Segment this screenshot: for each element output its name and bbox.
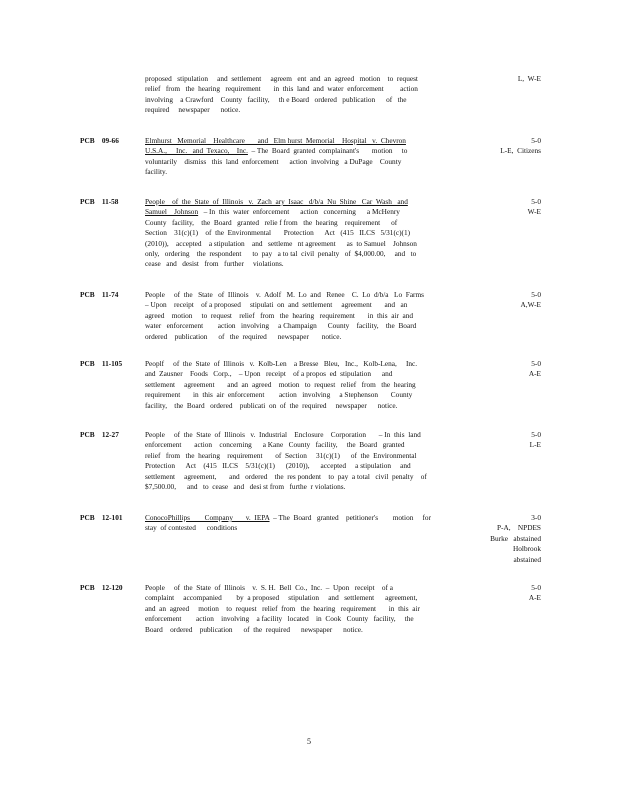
vote-record: 5-0 W-E: [527, 197, 541, 217]
case-summary: Peoplf of the State of Illinois v. Kolb-Len a Bresse Bleu, Inc., Kolb-Lena, Inc. and Zausner Foods Corp., – Upon receipt of a propos ed stipulation and settlement agreement and an agreed motion to request relief from the hearing requirement in this air enforcement action involving a Stephenson County facility, the Board ordered publicati on of the required newspaper notice.: [145, 359, 418, 410]
case-number: PCB 12-120: [80, 583, 123, 592]
case-caption: ConocoPhillips Company v. IEPA: [145, 513, 270, 522]
case-summary: Elmhurst Memorial Healthcare and Elm hurst Memorial Hospital v. Chevron U.S.A., Inc. and Texaco, Inc. – The Board granted complainant's motion to voluntarily dismiss this land enforcement action involving a DuPage County facility.: [145, 136, 408, 177]
vote-record: 5-0 L-E, Citizens: [500, 136, 541, 156]
case-number: PCB 11-74: [80, 290, 119, 299]
case-number: PCB 12-27: [80, 430, 119, 439]
vote-record: 5-0 A-E: [528, 583, 541, 603]
case-summary: People of the State of Illinois v. Zach ary Isaac d/b/a Nu Shine Car Wash and Samuel Johnson – In this water enforcement action concerning a McHenry County facility, the Board granted relie f from the hearing requirement of Section 31(c)(1) of the Environmental Protection Act (415 ILCS 5/31(c)(1) (2010)), accepted a stipulation and settleme nt agreement as to Samuel Johnson only, ordering the respondent to pay a to tal civil penalty of $4,000.00, and to cease and desist from further violations.: [145, 197, 417, 269]
case-number: PCB 12-101: [80, 513, 123, 522]
vote-record: 3-0 P-A, NPDES Burke abstained Holbrook abstained: [490, 513, 541, 564]
vote-record: L, W-E: [517, 74, 541, 83]
case-summary: proposed stipulation and settlement agreem ent and an agreed motion to request relief from the hearing requirement in this land and water enforcement action involving a Crawford County facility, th e Board ordered publication of the required newspaper notice.: [145, 74, 418, 115]
case-summary: People of the State of Illinois v. Adolf M. Lo and Renee C. Lo d/b/a Lo Farms – Upon receipt of a proposed stipulati on and settlement agreement and an agreed motion to request relief from the hearing requirement in this air and water enforcement action involving a Champaign County facility, the Board ordered publication of the required newspaper notice.: [145, 290, 425, 341]
case-number: PCB 11-105: [80, 359, 123, 368]
vote-record: 5-0 L-E: [529, 430, 541, 450]
vote-record: 5-0 A-E: [528, 359, 541, 379]
case-summary: People of the State of Illinois v. S. H. Bell Co., Inc. – Upon receipt of a complaint accompanied by a proposed stipulation and settlement agreement, and an agreed motion to request relief from the hearing requirement in this air enforcement action involving a facility located in Cook County facility, the Board ordered publication of the required newspaper notice.: [145, 583, 420, 634]
case-summary: ConocoPhillips Company v. IEPA – The Board granted petitioner's motion for stay of contested conditions: [145, 513, 432, 533]
case-caption: Elmhurst Memorial Healthcare and Elm hurst Memorial Hospital v. Chevron U.S.A., Inc. and Texaco, Inc.: [145, 136, 406, 156]
case-caption: People of the State of Illinois v. Zach ary Isaac d/b/a Nu Shine Car Wash and Samuel Johnson: [145, 197, 408, 217]
page-number: 5: [307, 737, 311, 746]
vote-record: 5-0 A,W-E: [520, 290, 541, 310]
case-summary: People of the State of Illinois v. Industrial Enclosure Corporation – In this land enforcement action concerning a Kane County facility, the Board granted relief from the hearing requirement of Section 31(c)(1) of the Environmental Protection Act (415 ILCS 5/31(c)(1) (2010)), accepted a stipulation and settlement agreement, and ordered the res pondent to pay a total civil penalty of $7,500.00, and to cease and desi st from furthe r violations.: [145, 430, 427, 492]
case-number: PCB 09-66: [80, 136, 119, 145]
case-number: PCB 11-58: [80, 197, 119, 206]
